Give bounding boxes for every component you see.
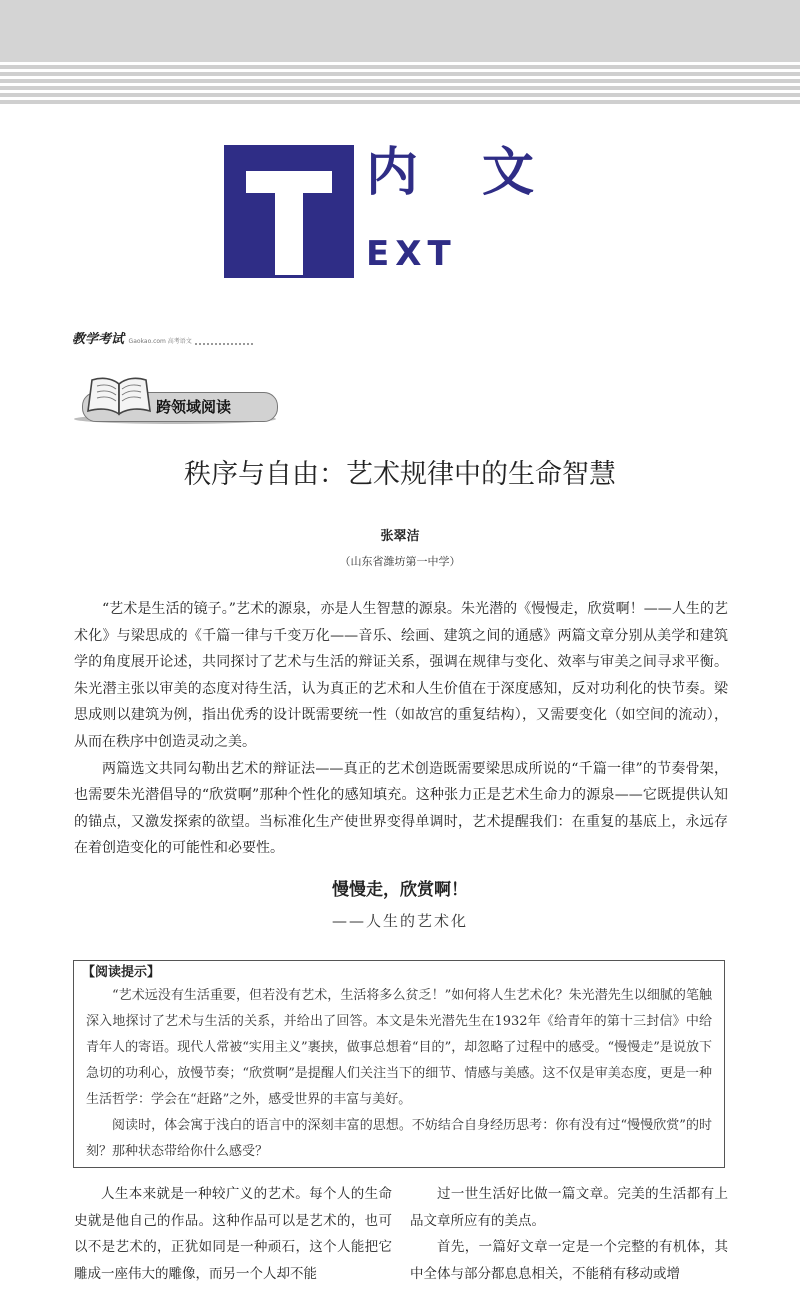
intro-paragraph: “艺术是生活的镜子。”艺术的源泉，亦是人生智慧的源泉。朱光潜的《慢慢走，欣赏啊！——人生的艺术化》与梁思成的《千篇一律与千变万化——音乐、绘画、建筑之间的通感》两篇文章分别从美学和建筑学的角度展开论述，共同探讨了艺术与生活的辩证关系，强调在规律与变化、效率与审美之间寻求平衡。朱光潜主张以审美的态度对待生活，认为真正的艺术和人生价值在于深度感知，反对功利化的快节奏。梁思成则以建筑为例，指出优秀的设计既需要统一性（如故宫的重复结构），又需要变化（如空间的流动），从而在秩序中创造灵动之美。 xyxy=(74,601,728,750)
open-book-icon xyxy=(84,370,154,420)
magazine-subtitle: Gaokao.com 高考语文 xyxy=(128,338,192,345)
section-title-en: EXT xyxy=(366,234,457,274)
section-banner xyxy=(74,370,276,425)
reading-tip-box xyxy=(73,960,725,1168)
big-t-logo xyxy=(224,145,354,278)
magazine-name xyxy=(72,332,192,348)
body-paragraph: 首先，一篇好文章一定是一个完整的有机体，其中全体与部分都息息相关，不能稍有移动或增 xyxy=(410,1239,728,1282)
t-letter-stem xyxy=(275,171,303,275)
reading-tip-paragraph: “艺术远没有生活重要，但若没有艺术，生活将多么贫乏！”如何将人生艺术化？朱光潜先生以细腻的笔触深入地探讨了艺术与生活的关系，并给出了回答。本文是朱光潜先生在1932年《给青年的第十三封信》中给青年人的寄语。现代人常被“实用主义”裹挟，做事总想着“目的”，却忽略了过程中的感受。“慢慢走”是说放下急切的功利心，放慢节奏；“欣赏啊”是提醒人们关注当下的细节、情感与美感。这不仅是审美态度，更是一种生活哲学：学会在“赶路”之外，感受世界的丰富与美好。 xyxy=(86,988,712,1107)
banner-label: 跨领域阅读 xyxy=(156,398,232,416)
body-left-column xyxy=(74,1181,392,1287)
article-title: 秩序与自由：艺术规律中的生命智慧 xyxy=(184,459,616,490)
section-title-cn: 内文 xyxy=(366,143,599,203)
body-paragraph: 过一世生活好比做一篇文章。完美的生活都有上品文章所应有的美点。 xyxy=(410,1186,728,1229)
intro-paragraph: 两篇选文共同勾勒出艺术的辩证法——真正的艺术创造既需要梁思成所说的“千篇一律”的节奏骨架，也需要朱光潜倡导的“欣赏啊”那种个性化的感知填充。这种张力正是艺术生命力的源泉——它既提供认知的锚点，又激发探索的欲望。当标准化生产使世界变得单调时，艺术提醒我们：在重复的基底上，永远存在着创造变化的可能性和必要性。 xyxy=(74,760,728,857)
article-affiliation: （山东省潍坊第一中学） xyxy=(339,555,461,568)
magazine-title: 教学考试 xyxy=(72,332,125,347)
body-paragraph: 人生本来就是一种较广义的艺术。每个人的生命史就是他自己的作品。这种作品可以是艺术的，也可以不是艺术的，正犹如同是一种顽石，这个人能把它雕成一座伟大的雕像，而另一个人却不能 xyxy=(74,1186,392,1282)
body-right-column xyxy=(410,1181,728,1287)
article-author: 张翠洁 xyxy=(380,529,420,544)
reading-tip-title: 【阅读提示】 xyxy=(82,965,161,980)
sub-article-title: 慢慢走，欣赏啊！ xyxy=(332,880,468,900)
sub-article-subtitle: ——人生的艺术化 xyxy=(331,912,468,930)
reading-tip-paragraph: 阅读时，体会寓于浅白的语言中的深刻丰富的思想。不妨结合自身经历思考：你有没有过“慢慢欣赏”的时刻？那种状态带给你什么感受？ xyxy=(86,1118,712,1159)
article-intro xyxy=(74,596,728,862)
top-stripes xyxy=(0,62,800,104)
magazine-dotted-rule xyxy=(195,343,255,345)
